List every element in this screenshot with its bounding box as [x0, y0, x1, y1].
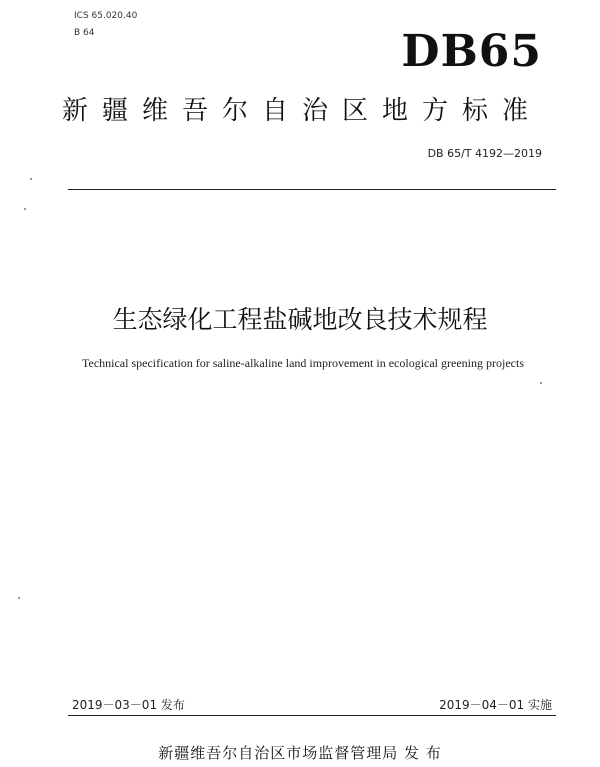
- issuing-authority-heading: 新疆维吾尔自治区地方标准: [62, 96, 543, 126]
- title-english: Technical specification for saline-alkaline land improvement in ecological greening projects: [82, 356, 524, 370]
- bottom-divider: [68, 715, 556, 716]
- standard-number: DB 65/T 4192—2019: [427, 147, 542, 160]
- ics-code: ICS 65.020.40: [74, 11, 138, 21]
- scan-speck: [30, 178, 32, 180]
- scan-speck: [540, 382, 542, 384]
- top-divider: [68, 189, 556, 190]
- publisher-line: 新疆维吾尔自治区市场监督管理局 发 布: [158, 744, 442, 762]
- ccs-code: B 64: [74, 28, 95, 38]
- title-chinese: 生态绿化工程盐碱地改良技术规程: [112, 305, 488, 334]
- scan-speck: [24, 208, 26, 210]
- implementation-date: 2019－04－01 实施: [439, 698, 552, 712]
- scan-speck: [18, 597, 20, 599]
- issue-date: 2019－03－01 发布: [72, 698, 185, 712]
- standard-logo: DB65: [401, 26, 542, 77]
